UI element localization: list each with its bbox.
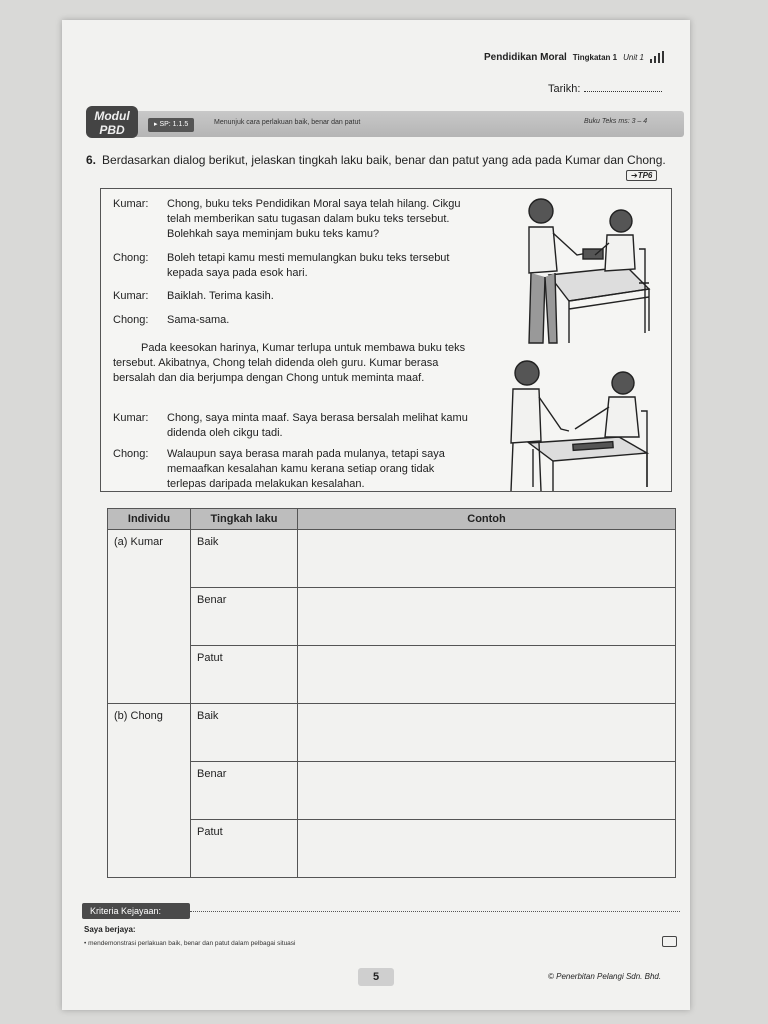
book-borrowing-illustration — [499, 193, 659, 353]
behaviour-cell: Baik — [191, 704, 298, 762]
sp-code: ▸ SP: 1.1.5 — [148, 118, 194, 132]
page-number: 5 — [358, 968, 394, 986]
answer-cell[interactable] — [298, 820, 676, 878]
answer-table — [107, 508, 676, 878]
answer-cell[interactable] — [298, 704, 676, 762]
speaker: Chong: — [113, 314, 149, 326]
answer-cell[interactable] — [298, 530, 676, 588]
dialog-line — [113, 289, 468, 304]
subject-title: Pendidikan Moral — [484, 51, 567, 63]
table-row — [108, 704, 676, 762]
dialog-line — [113, 313, 468, 328]
speech: Chong, buku teks Pendidikan Moral saya telah hilang. Cikgu telah memberikan satu tugasan dalam buku teks tersebut. Bolehkah saya meminjam buku teks kamu? — [167, 198, 461, 240]
speaker: Kumar: — [113, 198, 149, 210]
page-header — [484, 51, 664, 63]
dialog-line — [113, 251, 468, 281]
question-number: 6. — [86, 153, 97, 167]
answer-cell[interactable] — [298, 646, 676, 704]
table-row — [108, 762, 676, 820]
behaviour-cell: Benar — [191, 588, 298, 646]
behaviour-cell: Benar — [191, 762, 298, 820]
copyright-text: © Penerbitan Pelangi Sdn. Bhd. — [548, 972, 662, 981]
header-contoh: Contoh — [298, 509, 676, 530]
date-field — [548, 83, 662, 95]
date-blank[interactable] — [584, 91, 662, 92]
question-text: Berdasarkan dialog berikut, jelaskan tingkah laku baik, benar dan patut yang ada pada Kumar dan Chong. — [102, 153, 666, 167]
kriteria-item: • mendemonstrasi perlakuan baik, benar dan patut dalam pelbagai situasi — [84, 940, 296, 947]
speaker: Chong: — [113, 448, 149, 460]
handshake-illustration — [499, 357, 659, 491]
tp-level-badge: ➔TP6 — [626, 170, 657, 181]
date-label: Tarikh: — [548, 83, 581, 95]
speaker: Chong: — [113, 252, 149, 264]
behaviour-cell: Patut — [191, 820, 298, 878]
header-individu: Individu — [108, 509, 191, 530]
question-6 — [86, 153, 676, 167]
speech: Sama-sama. — [167, 314, 230, 326]
table-row — [108, 646, 676, 704]
speech: Chong, saya minta maaf. Saya berasa bersalah melihat kamu didenda oleh cikgu tadi. — [167, 412, 468, 439]
individu-kumar: (a) Kumar — [108, 530, 191, 588]
dialog-line — [113, 447, 468, 492]
modul-pbd-badge — [86, 106, 138, 138]
behaviour-cell: Patut — [191, 646, 298, 704]
speaker: Kumar: — [113, 412, 149, 424]
narration-paragraph: Pada keesokan harinya, Kumar terlupa untuk membawa buku teks tersebut. Akibatnya, Chong telah didenda oleh guru. Kumar berasa bersalah dan dia berjumpa dengan Chong untuk meminta maaf. — [113, 342, 466, 384]
header-tingkah-laku: Tingkah laku — [191, 509, 298, 530]
tingkatan-label: Tingkatan 1 — [572, 52, 618, 62]
signal-icon — [650, 51, 664, 63]
unit-label: Unit 1 — [623, 52, 645, 62]
textbook-pages: Buku Teks ms: 3 – 4 — [584, 118, 648, 125]
speaker: Kumar: — [113, 290, 149, 302]
kriteria-divider — [190, 911, 680, 912]
kriteria-checkbox[interactable] — [662, 936, 677, 947]
pbd-label: PBD — [99, 123, 125, 137]
answer-cell[interactable] — [298, 762, 676, 820]
table-row — [108, 588, 676, 646]
kriteria-title: Kriteria Kejayaan: — [82, 903, 190, 919]
modul-label: Modul — [94, 109, 130, 123]
saya-berjaya-label: Saya berjaya: — [84, 925, 136, 934]
sp-description: Menunjuk cara perlakuan baik, benar dan patut — [214, 119, 361, 126]
dialog-box — [100, 188, 672, 492]
table-row — [108, 530, 676, 588]
speech: Boleh tetapi kamu mesti memulangkan buku teks tersebut kepada saya pada esok hari. — [167, 252, 450, 279]
table-header-row — [108, 509, 676, 530]
individu-chong: (b) Chong — [108, 704, 191, 762]
dialog-line — [113, 197, 468, 242]
speech: Baiklah. Terima kasih. — [167, 290, 274, 302]
table-row — [108, 820, 676, 878]
behaviour-cell: Baik — [191, 530, 298, 588]
dialog-line — [113, 411, 468, 441]
speech: Walaupun saya berasa marah pada mulanya, tetapi saya memaafkan kesalahan kamu kerana setiap orang tidak terlepas daripada melakukan kesalahan. — [167, 448, 445, 490]
answer-cell[interactable] — [298, 588, 676, 646]
